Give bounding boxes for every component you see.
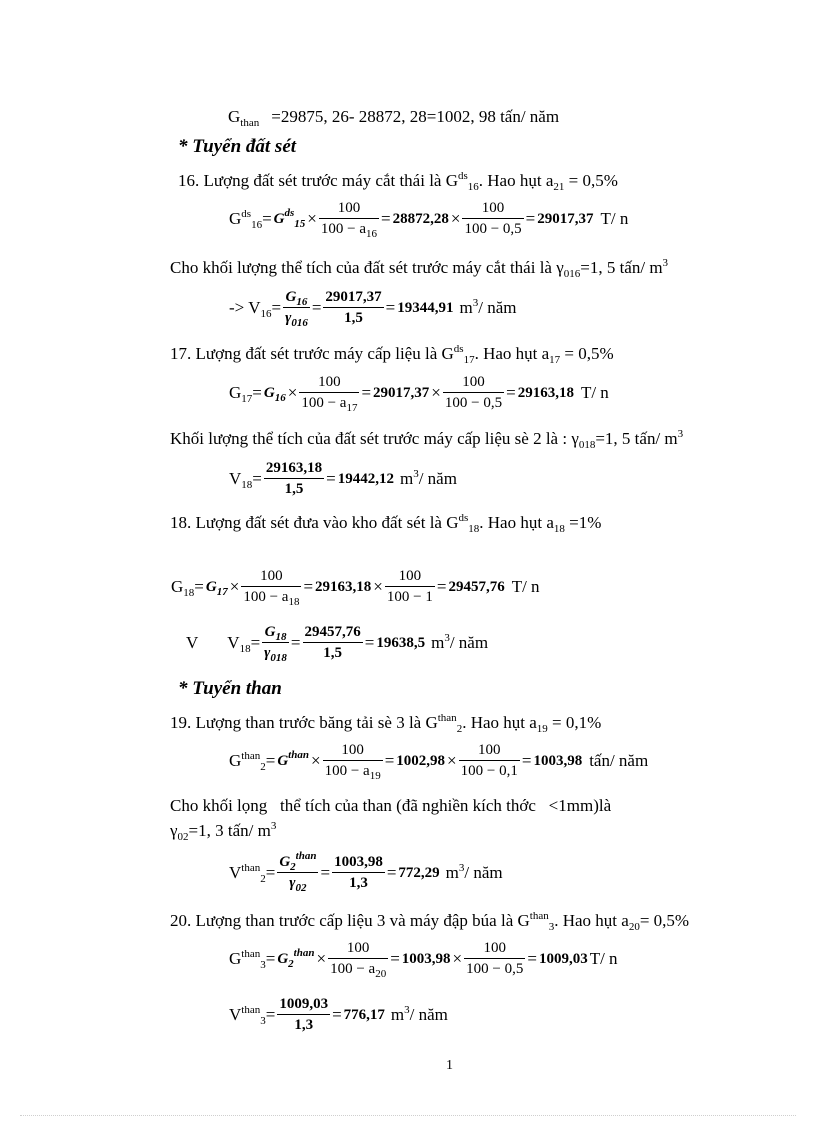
fraction: $\frac{100}{100 - 0,5}$	[466, 940, 524, 977]
fraction: $\frac{100}{100 - 0,5}$	[444, 374, 503, 411]
fraction: $\frac{G_{16}}{\gamma_{016}}$	[285, 289, 308, 329]
formula-v16: -> $V_{16}=$ $\frac{G_{16}}{\gamma_{016}}$ = $\frac{29017,37}{1,5}$ = 19344,91 $m^3/$ năm	[229, 289, 517, 329]
fraction: $\frac{100}{100 - a_{16}}$	[320, 200, 377, 240]
formula-g16: $G^{ds}_{16}=$ $G^{ds}_{15}$ × $\frac{100}{100 - a_{16}}$ = 28872,28 × $\frac{100}{100 - 0,5}$ = 29017,37 T/ n	[229, 200, 629, 240]
density-018: Khối lượng thể tích của đất sét trước máy cấp liệu sè 2 là : $\gamma_{018}=1$, 5 tấn/ $m^3$	[170, 428, 684, 451]
coal-density-text: Cho khối lọng thể tích của than (đã nghiền kích thớc <1mm)là	[170, 796, 612, 815]
item-18: 18. Lượng đất sét đưa vào kho đất sét là $G^{ds}_{18}$. Hao hụt $a_{18} =1\%$	[170, 512, 602, 535]
formula-gthan2: $G^{than}_2=$ $G^{than}$ × $\frac{100}{100 - a_{19}}$ = 1002,98 × $\frac{100}{100 - 0,1}$ = 1003,98 tấn/ năm	[229, 742, 649, 782]
formula-g17: $G_{17}=$ $G_{16}$ × $\frac{100}{100 - a_{17}}$ = 29017,37 × $\frac{100}{100 - 0,5}$ = 29163,18 T/ n	[229, 374, 609, 414]
formula-v18b: V $V_{18}=$ $\frac{G_{18}}{\gamma_{018}}$ = $\frac{29457,76}{1,5}$ = 19638,5 $m^3/$ năm	[186, 624, 489, 664]
fraction: $\frac{1009,03}{1,3}$	[279, 996, 329, 1033]
fraction: $\frac{100}{100 - a_{19}}$	[324, 742, 381, 782]
item-20: 20. Lượng than trước cấp liệu 3 và máy đập búa là $G^{than}_3$. Hao hụt $a_{20}= 0,5\%$	[170, 910, 690, 933]
fraction: $\frac{100}{100 - a_{18}}$	[243, 568, 300, 608]
gthan-line: $G_{than} =29875$, 26- 28872, 28=1002, 98 tấn/ năm	[228, 107, 560, 129]
section-heading-coal: * Tuyển than	[178, 678, 282, 699]
fraction: $\frac{100}{100 - 0,5}$	[464, 200, 522, 237]
formula-g18: $G_{18}=$ $G_{17}$ × $\frac{100}{100 - a_{18}}$ = 29163,18 × $\frac{100}{100 - 1}$ = 29457,76 T/ n	[171, 568, 540, 608]
item-17: 17. Lượng đất sét trước máy cấp liệu là $G^{ds}_{17}$. Hao hụt $a_{17} = 0,5\%$	[170, 343, 614, 366]
fraction: $\frac{1003,98}{1,3}$	[334, 854, 383, 891]
density-016: Cho khối lượng thể tích của đất sét trước máy cắt thái là $\gamma_{016}=1$, 5 tấn/ $m^3$	[170, 257, 669, 280]
fraction: $\frac{G_2^{than}}{\gamma_{02}}$	[279, 850, 317, 894]
fraction: $\frac{100}{100 - 1}$	[386, 568, 433, 605]
formula-v18a: $V_{18}=$ $\frac{29163,18}{1,5}$ = 19442,12 $m^3/$ năm	[229, 460, 457, 497]
fraction: $\frac{G_{18}}{\gamma_{018}}$	[264, 624, 287, 664]
fraction: $\frac{100}{100 - 0,1}$	[460, 742, 518, 779]
fraction: $\frac{100}{100 - a_{17}}$	[301, 374, 358, 414]
item-16: 16. Lượng đất sét trước máy cắt thái là $G^{ds}_{16}$. Hao hụt $a_{21} = 0,5\%$	[178, 170, 618, 193]
page-bottom-divider	[20, 1115, 796, 1116]
coal-density-value: $\gamma_{02}=1$, 3 tấn/ $m^3$	[170, 820, 277, 843]
section-heading-clay: * Tuyển đất sét	[178, 136, 297, 157]
formula-vthan2: $V^{than}_2=$ $\frac{G_2^{than}}{\gamma_{02}}$ = $\frac{1003,98}{1,3}$ = 772,29 $m^3/$ năm	[229, 850, 503, 894]
fraction: $\frac{29163,18}{1,5}$	[265, 460, 323, 497]
fraction: $\frac{29017,37}{1,5}$	[325, 289, 382, 326]
item-19: 19. Lượng than trước băng tải sè 3 là $G^{than}_2$. Hao hụt $a_{19} = 0,1\%$	[170, 712, 602, 735]
fraction: $\frac{29457,76}{1,5}$	[304, 624, 361, 661]
fraction: $\frac{100}{100 - a_{20}}$	[330, 940, 387, 980]
formula-gthan3: $G^{than}_3=$ $G_2^{than}$ × $\frac{100}{100 - a_{20}}$ = 1003,98 × $\frac{100}{100 - 0,5}$ = 1009,03 T/ n	[229, 940, 618, 980]
formula-vthan3: $V^{than}_3=$ $\frac{1009,03}{1,3}$ = 776,17 $m^3/$ năm	[229, 996, 448, 1033]
page-number: 1	[446, 1058, 453, 1073]
